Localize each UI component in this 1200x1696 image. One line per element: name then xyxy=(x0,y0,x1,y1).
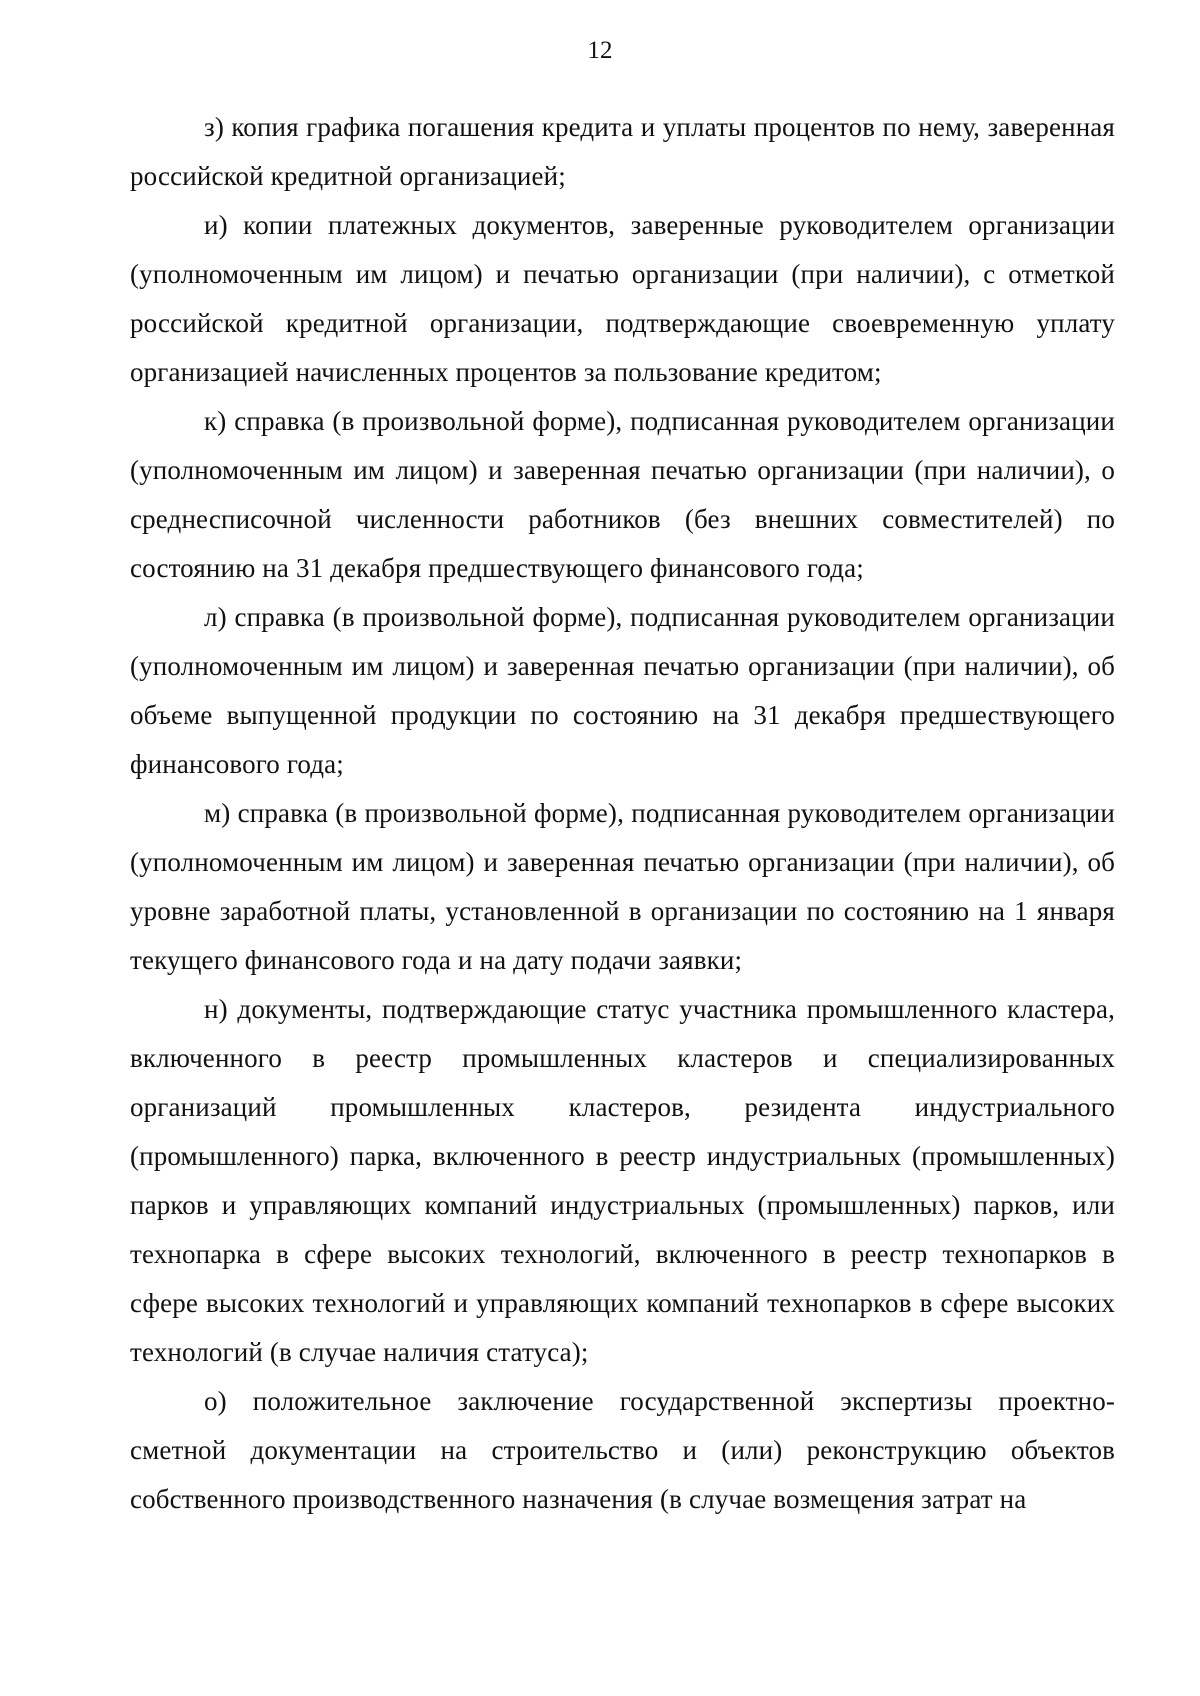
paragraph-i: и) копии платежных документов, заверенные руководителем организации (уполномоченным им лицом) и печатью организации (при наличии), с отметкой российской кредитной организации, подтверждающие своевременную уплату организацией начисленных процентов за пользование кредитом; xyxy=(130,210,1115,387)
paragraph-n: н) документы, подтверждающие статус участника промышленного кластера, включенного в реестр промышленных кластеров и специализированных организаций промышленных кластеров, резидента индустриального (промышленного) парка, включенного в реестр индустриальных (промышленных) парков и управляющих компаний индустриальных (промышленных) парков, или технопарка в сфере высоких технологий, включенного в реестр технопарков в сфере высоких технологий и управляющих компаний технопарков в сфере высоких технологий (в случае наличия статуса); xyxy=(130,994,1115,1367)
paragraph-k: к) справка (в произвольной форме), подписанная руководителем организации (уполномоченным им лицом) и заверенная печатью организации (при наличии), о среднесписочной численности работников (без внешних совместителей) по состоянию на 31 декабря предшествующего финансового года; xyxy=(130,406,1115,583)
paragraph-m: м) справка (в произвольной форме), подписанная руководителем организации (уполномоченным им лицом) и заверенная печатью организации (при наличии), об уровне заработной платы, установленной в организации по состоянию на 1 января текущего финансового года и на дату подачи заявки; xyxy=(130,798,1115,975)
page-number: 12 xyxy=(587,37,613,64)
paragraph-z: з) копия графика погашения кредита и уплаты процентов по нему, заверенная российской кредитной организацией; xyxy=(130,112,1115,191)
document-body xyxy=(130,103,1115,1524)
paragraph-l: л) справка (в произвольной форме), подписанная руководителем организации (уполномоченным им лицом) и заверенная печатью организации (при наличии), об объеме выпущенной продукции по состоянию на 31 декабря предшествующего финансового года; xyxy=(130,602,1115,779)
paragraph-o: о) положительное заключение государственной экспертизы проектно-сметной документации на строительство и (или) реконструкцию объектов собственного производственного назначения (в случае возмещения затрат на xyxy=(130,1386,1115,1514)
